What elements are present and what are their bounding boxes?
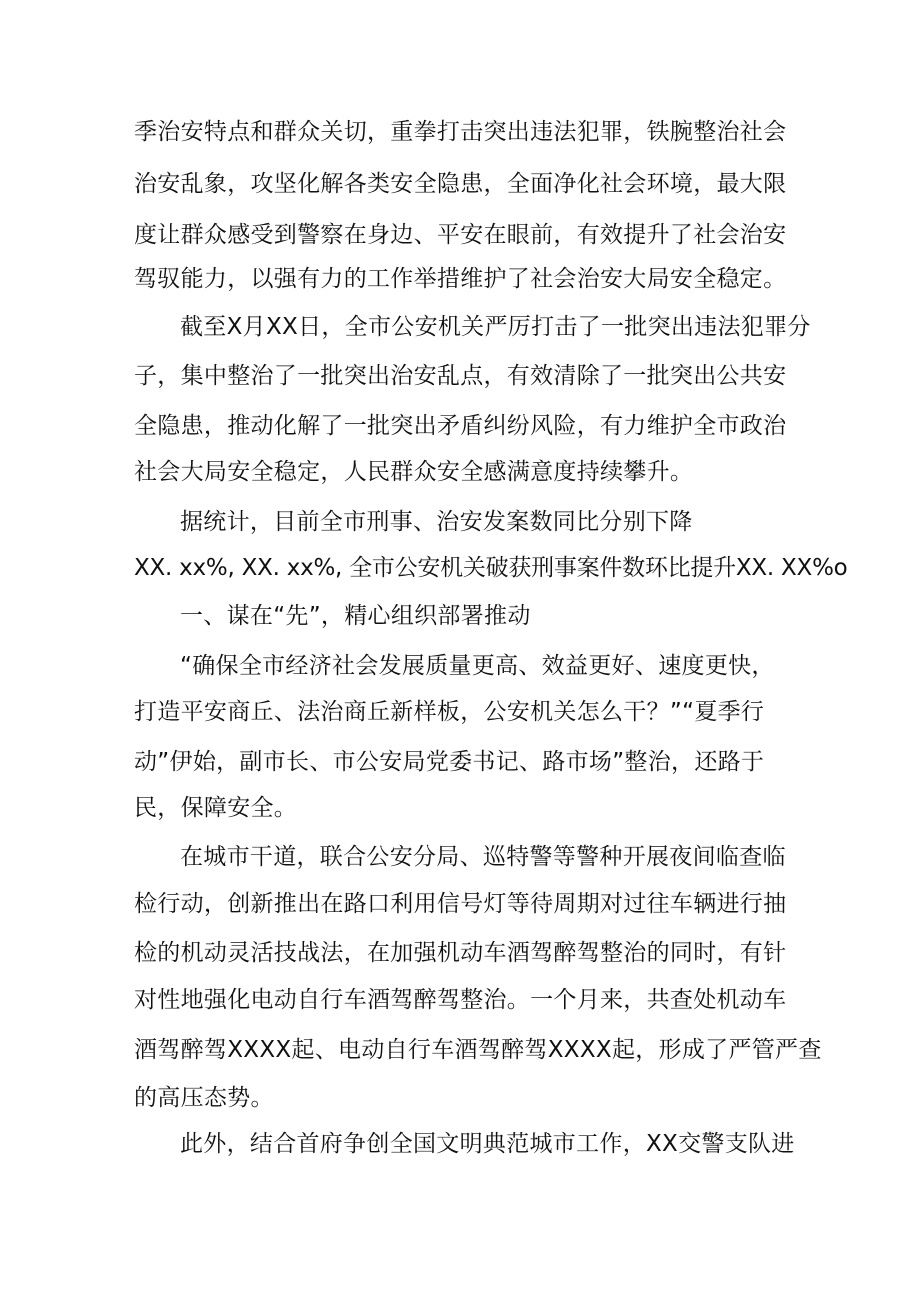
text-line: 对性地强化电动自行车酒驾醉驾整治。一个月来，共查处机动车 — [134, 987, 787, 1013]
text-line: 检的机动灵活技战法，在加强机动车酒驾醉驾整治的同时，有针 — [134, 940, 787, 966]
text-line: 截至X月XX日，全市公安机关严厉打击了一批突出违法犯罪分 — [180, 314, 811, 340]
text-line: 酒驾醉驾XXXX起、电动自行车酒驾醉驾XXXX起，形成了严管严查 — [134, 1037, 822, 1063]
text-line: 子，集中整治了一批突出治安乱点，有效清除了一批突出公共安 — [134, 363, 787, 389]
text-line: 全隐患，推动化解了一批突出矛盾纠纷风险，有力维护全市政治 — [134, 413, 787, 439]
text-line: 驾驭能力，以强有力的工作举措维护了社会治安大局安全稳定。 — [134, 266, 787, 292]
text-line: XX. xx%, XX. xx%, 全市公安机关破获刑事案件数环比提升XX. XX%o — [134, 555, 848, 581]
text-line: 动”伊始，副市长、市公安局党委书记、路市场”整治，还路于 — [134, 749, 765, 775]
text-line: 社会大局安全稳定，人民群众安全感满意度持续攀升。 — [134, 459, 694, 485]
text-line: 治安乱象，攻坚化解各类安全隐患，全面净化社会环境，最大限 — [134, 171, 787, 197]
text-line: “确保全市经济社会发展质量更高、效益更好、速度更快， — [180, 653, 775, 679]
text-line: 民，保障安全。 — [134, 795, 298, 821]
text-line: 的高压态势。 — [134, 1085, 274, 1111]
text-line: 在城市干道，联合公安分局、巡特警等警种开展夜间临查临 — [180, 844, 786, 870]
text-line: 打造平安商丘、法治商丘新样板，公安机关怎么干？”“夏季行 — [134, 699, 765, 725]
text-line: 季治安特点和群众关切，重拳打击突出违法犯罪，铁腕整治社会 — [134, 119, 787, 145]
text-line: 此外，结合首府争创全国文明典范城市工作，XX交警支队进 — [180, 1131, 795, 1157]
section-heading: 一、谋在“先”，精心组织部署推动 — [180, 603, 531, 629]
text-line: 检行动，创新推出在路口利用信号灯等待周期对过往车辆进行抽 — [134, 891, 787, 917]
text-line: 据统计，目前全市刑事、治安发案数同比分别下降 — [180, 509, 693, 535]
text-line: 度让群众感受到警察在身边、平安在眼前，有效提升了社会治安 — [134, 222, 787, 248]
